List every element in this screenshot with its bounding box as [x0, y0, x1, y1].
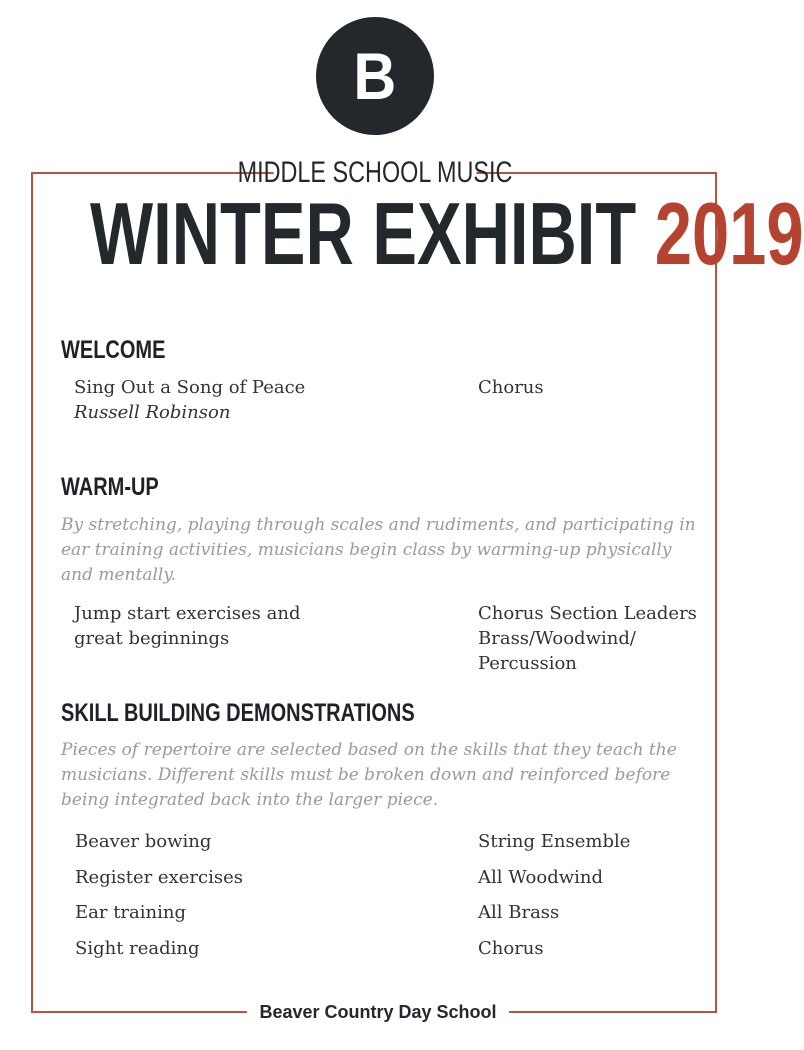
skill-description: Pieces of repertoire are selected based on the skills that they teach the musicians. Different skills must be broken down and reinforced before being integrated back into the larger piece.	[61, 740, 677, 810]
skill-performer: String Ensemble	[478, 831, 631, 852]
skill-piece: Sight reading	[75, 938, 200, 959]
school-logo	[316, 17, 434, 135]
skill-heading: SKILL BUILDING DEMONSTRATIONS	[61, 699, 415, 727]
welcome-heading: WELCOME	[61, 336, 166, 364]
skill-piece: Beaver bowing	[75, 831, 212, 852]
skill-performer: Chorus	[478, 938, 544, 959]
skill-piece: Register exercises	[75, 867, 243, 888]
welcome-performer: Chorus	[478, 377, 544, 398]
program-subtitle: MIDDLE SCHOOL MUSIC	[274, 153, 477, 193]
title-year: 2019	[654, 184, 804, 283]
warmup-description: By stretching, playing through scales and rudiments, and participating in ear training activities, musicians begin class by warming-up physically and mentally.	[61, 515, 696, 585]
program-title	[90, 184, 804, 283]
skill-piece: Ear training	[75, 902, 186, 923]
welcome-composer: Russell Robinson	[74, 402, 231, 423]
welcome-piece: Sing Out a Song of Peace	[74, 377, 306, 398]
warmup-heading: WARM-UP	[61, 473, 159, 501]
footer-school-name: Beaver Country Day School	[247, 996, 509, 1028]
warmup-performer: Chorus Section Leaders Brass/Woodwind/ Percussion	[478, 603, 697, 674]
skill-performer: All Brass	[478, 902, 560, 923]
title-main: WINTER EXHIBIT	[90, 184, 637, 283]
warmup-piece: Jump start exercises and great beginnings	[74, 603, 301, 649]
skill-performer: All Woodwind	[478, 867, 603, 888]
logo-letter: B	[353, 39, 397, 113]
